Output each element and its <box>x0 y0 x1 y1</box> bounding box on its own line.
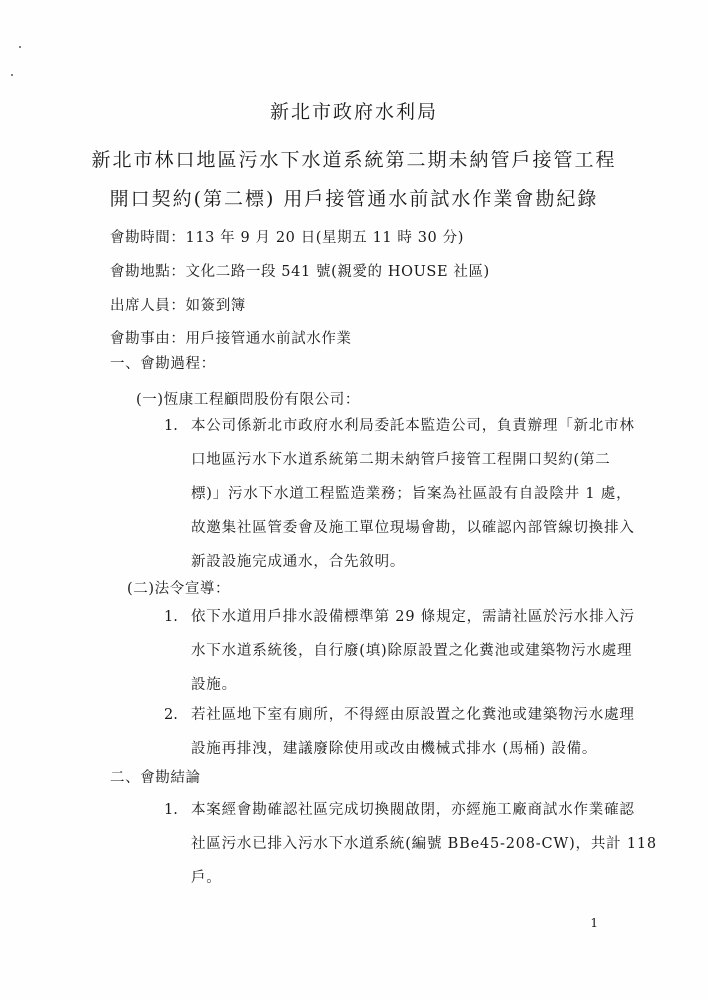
item-number: 1. <box>164 609 178 625</box>
paragraph-line: 新設設施完成通水，合先敘明。 <box>191 554 406 570</box>
meeting-time: 會勘時間：113 年 9 月 20 日(星期五 11 時 30 分) <box>110 230 464 246</box>
paragraph-line: 本案經會勘確認社區完成切換閥啟閉，亦經施工廠商試水作業確認 <box>191 802 635 818</box>
paragraph-line: 標)」污水下水道工程監造業務；旨案為社區設有自設陰井 1 處， <box>191 486 632 502</box>
item-paragraph <box>191 793 657 895</box>
paragraph-line: 本公司係新北市政府水利局委託本監造公司，負責辦理「新北市林 <box>191 418 635 434</box>
paragraph-line: 依下水道用戶排水設備標準第 29 條規定，需請社區於污水排入污 <box>191 609 635 625</box>
paragraph-line: 故邀集社區管委會及施工單位現場會勘，以確認內部管線切換排入 <box>191 520 635 536</box>
paragraph-line: 口地區污水下水道系統第二期未納管戶接管工程開口契約(第二 <box>191 452 611 468</box>
subsection-1-heading: (一)恆康工程顧問股份有限公司： <box>136 392 360 408</box>
item-paragraph <box>191 600 635 702</box>
item-paragraph <box>191 698 635 766</box>
item-number: 2. <box>164 707 178 723</box>
scan-speck <box>11 74 13 76</box>
record-title: 開口契約(第二標) 用戶接管通水前試水作業會勘紀錄 <box>109 188 599 210</box>
section-1-heading: 一、會勘過程： <box>110 356 216 372</box>
paragraph-line: 水下水道系統後，自行廢(填)除原設置之化糞池或建築物污水處理 <box>191 643 633 659</box>
meeting-subject: 會勘事由：用戶接管通水前試水作業 <box>110 331 352 347</box>
paragraph-line: 若社區地下室有廁所，不得經由原設置之化糞池或建築物污水處理 <box>191 707 635 723</box>
paragraph-line: 設施。 <box>191 677 237 693</box>
agency-title: 新北市政府水利局 <box>269 101 438 123</box>
paragraph-line: 戶。 <box>191 870 222 886</box>
item-paragraph <box>191 409 635 579</box>
project-title: 新北市林口地區污水下水道系統第二期未納管戶接管工程 <box>91 149 617 171</box>
section-2-heading: 二、會勘結論 <box>110 770 201 786</box>
meeting-location: 會勘地點：文化二路一段 541 號(親愛的 HOUSE 社區) <box>110 264 490 280</box>
paragraph-line: 社區污水已排入污水下水道系統(編號 BBe45-208-CW)，共計 118 <box>191 836 657 852</box>
attendees: 出席人員：如簽到簿 <box>110 298 246 314</box>
scan-speck <box>19 46 21 48</box>
item-number: 1. <box>164 802 178 818</box>
paragraph-line: 設施再排洩，建議廢除使用或改由機械式排水 (馬桶) 設備。 <box>191 741 598 757</box>
subsection-2-heading: (二)法令宣導： <box>127 581 231 597</box>
item-number: 1. <box>164 418 178 434</box>
page-number: 1 <box>590 916 598 930</box>
